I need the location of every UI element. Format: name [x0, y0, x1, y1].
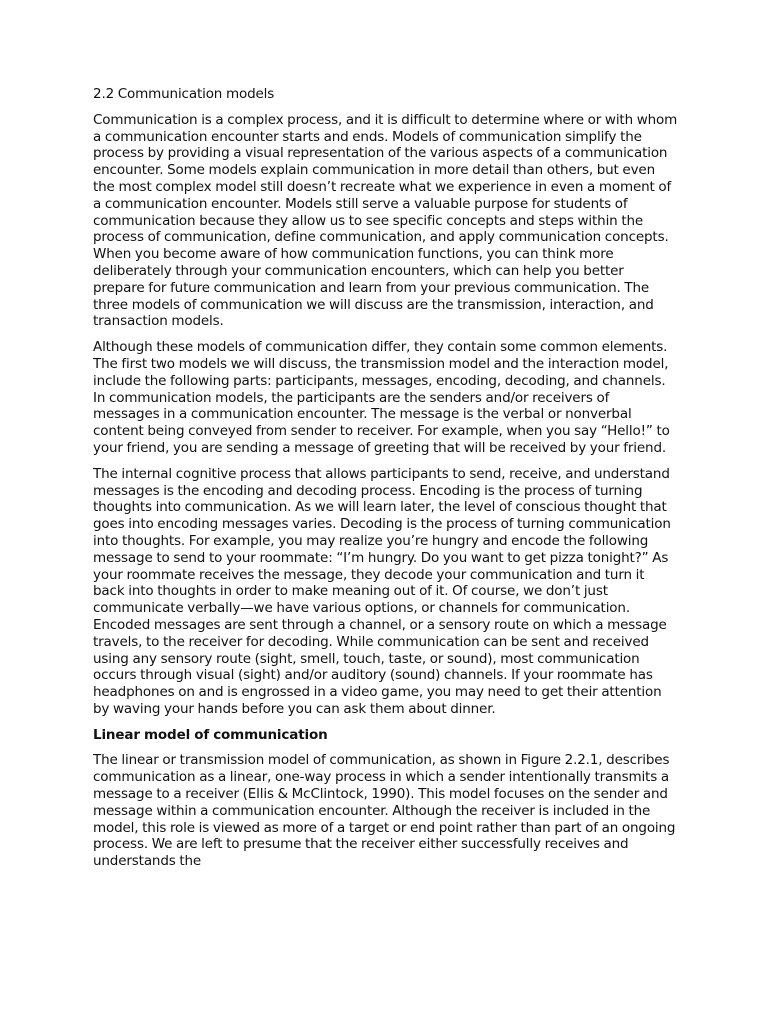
paragraph-intro: Communication is a complex process, and it is difficult to determine where or with whom a communication encounter starts and ends. Models of communication simplify the process by providing a visual representation of the various aspects of a communication encounter. Some models explain communication in more detail than others, but even the most complex model still doesn’t recreate what we experience in even a moment of a communication encounter. Models still serve a valuable purpose for students of communication because they allow us to see specific concepts and steps within the process of communication, define communication, and apply communication concepts. When you become aware of how communication functions, you can think more deliberately through your communication encounters, which can help you better prepare for future communication and learn from your previous communication. The three models of communication we will discuss are the transmission, interaction, and transaction models. — [93, 111, 678, 330]
paragraph-encoding-decoding: The internal cognitive process that allows participants to send, receive, and understand messages is the encoding and decoding process. Encoding is the process of turning thoughts into communication. As we will learn later, the level of conscious thought that goes into encoding messages varies. Decoding is the process of turning communication into thoughts. For example, you may realize you’re hungry and encode the following message to send to your roommate: “I’m hungry. Do you want to get pizza tonight?” As your roommate receives the message, they decode your communication and turn it back into thoughts in order to make meaning out of it. Of course, we don’t just communicate verbally—we have various options, or channels for communication. Encoded messages are sent through a channel, or a sensory route on which a message travels, to the receiver for decoding. While communication can be sent and received using any sensory route (sight, smell, touch, taste, or sound), most communication occurs through visual (sight) and/or auditory (sound) channels. If your roommate has headphones on and is engrossed in a video game, you may need to get their attention by waving your hands before you can ask them about dinner. — [93, 465, 671, 717]
paragraph-common-elements: Although these models of communication differ, they contain some common elements. The first two models we will discuss, the transmission model and the interaction model, include the following parts: participants, messages, encoding, decoding, and channels. In communication models, the participants are the senders and/or receivers of messages in a communication encounter. The message is the verbal or nonverbal content being conveyed from sender to receiver. For example, when you say “Hello!” to your friend, you are sending a message of greeting that will be received by your friend. — [93, 339, 670, 456]
paragraph-linear-model: The linear or transmission model of communication, as shown in Figure 2.2.1, describes communication as a linear, one-way process in which a sender intentionally transmits a message to a receiver (Ellis & McClintock, 1990). This model focuses on the sender and message within a communication encounter. Although the receiver is included in the model, this role is viewed as more of a target or end point rather than part of an ongoing process. We are left to presume that the receiver either successfully receives and understands the — [93, 752, 676, 870]
document-page — [93, 86, 678, 879]
section-title: 2.2 Communication models — [93, 86, 275, 102]
subheading-linear-model: Linear model of communication — [93, 726, 328, 743]
